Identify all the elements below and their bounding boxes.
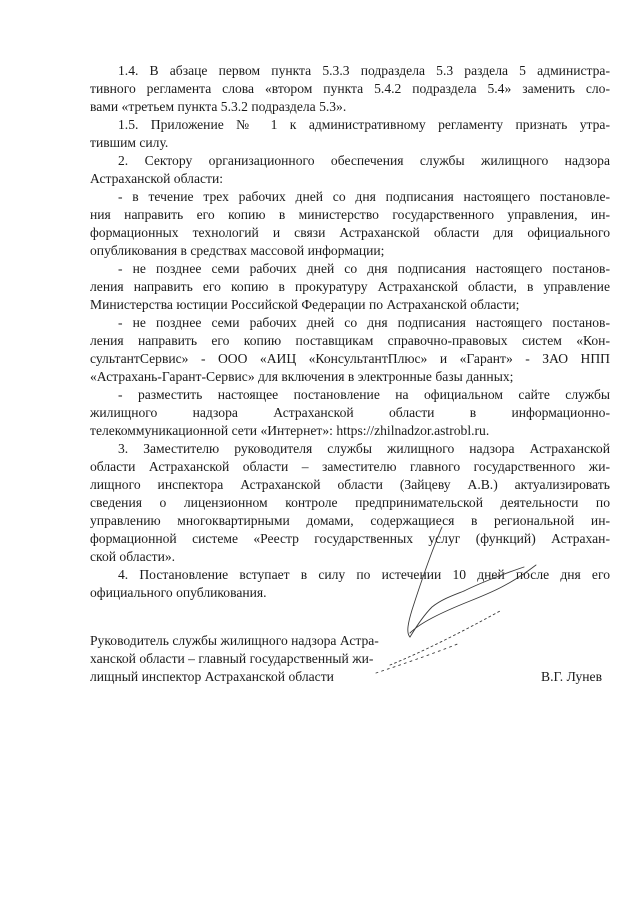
text-line: - не позднее семи рабочих дней со дня подписания настоящего постанов-	[118, 261, 610, 276]
signature-title-line: ханской области – главный государственный жи-	[90, 651, 374, 666]
text-line: тившим силу.	[90, 135, 169, 150]
text-line: ской области».	[90, 549, 176, 564]
text-line: 4. Постановление вступает в силу по истечении 10 дней после дня его	[118, 567, 610, 582]
text-line: ления направить его копию поставщикам справочно-правовых систем «Кон-	[90, 333, 610, 348]
text-line: официального опубликования.	[90, 585, 267, 600]
text-line: жилищного надзора Астраханской области в информационно-	[90, 405, 610, 420]
text-line: «Астрахань-Гарант-Сервис» для включения в электронные базы данных;	[90, 369, 514, 384]
text-line: вами «третьем пункта 5.3.2 подраздела 5.3».	[90, 99, 347, 114]
text-line: Астраханской области:	[90, 171, 224, 186]
text-line: - в течение трех рабочих дней со дня подписания настоящего постановле-	[118, 189, 610, 204]
text-line: тивного регламента слова «втором пункта 5.4.2 подраздела 5.4» заменить сло-	[90, 81, 610, 96]
text-line: 2. Сектору организационного обеспечения службы жилищного надзора	[118, 153, 610, 168]
text-line: ния направить его копию в министерство государственного управления, ин-	[90, 207, 610, 222]
text-line: 1.4. В абзаце первом пункта 5.3.3 подраздела 5.3 раздела 5 администра-	[118, 63, 610, 78]
handwritten-signature	[350, 515, 550, 675]
text-line: сведения о лицензионном контроле предпринимательской деятельности по	[90, 495, 610, 510]
text-line: формационных технологий и связи Астраханской области для официального	[90, 225, 610, 240]
text-line: опубликования в средствах массовой информации;	[90, 243, 385, 258]
text-line: области Астраханской области – заместителю главного государственного жи-	[90, 459, 610, 474]
signatory-name: В.Г. Лунев	[541, 669, 602, 684]
text-line: лищного инспектора Астраханской области (Зайцеву А.В.) актуализировать	[90, 477, 610, 492]
text-line: телекоммуникационной сети «Интернет»: https://zhilnadzor.astrobl.ru.	[90, 423, 490, 438]
text-line: Министерства юстиции Российской Федерации по Астраханской области;	[90, 297, 520, 312]
text-line: - не позднее семи рабочих дней со дня подписания настоящего постанов-	[118, 315, 610, 330]
text-line: ления направить его копию в прокуратуру Астраханской области, в управление	[90, 279, 610, 294]
text-line: формационной системе «Реестр государственных услуг (функций) Астрахан-	[90, 531, 610, 546]
signature-title-line: лищный инспектор Астраханской области	[90, 669, 334, 684]
text-line: 3. Заместителю руководителя службы жилищного надзора Астраханской	[118, 441, 610, 456]
text-line: - разместить настоящее постановление на официальном сайте службы	[118, 387, 610, 402]
text-line: 1.5. Приложение № 1 к административному регламенту признать утра-	[118, 117, 610, 132]
text-line: сультантСервис» - ООО «АИЦ «КонсультантПлюс» и «Гарант» - ЗАО НПП	[90, 351, 610, 366]
signature-title-line: Руководитель службы жилищного надзора Астра-	[90, 633, 379, 648]
text-line: управлению многоквартирными домами, содержащиеся в региональной ин-	[90, 513, 610, 528]
